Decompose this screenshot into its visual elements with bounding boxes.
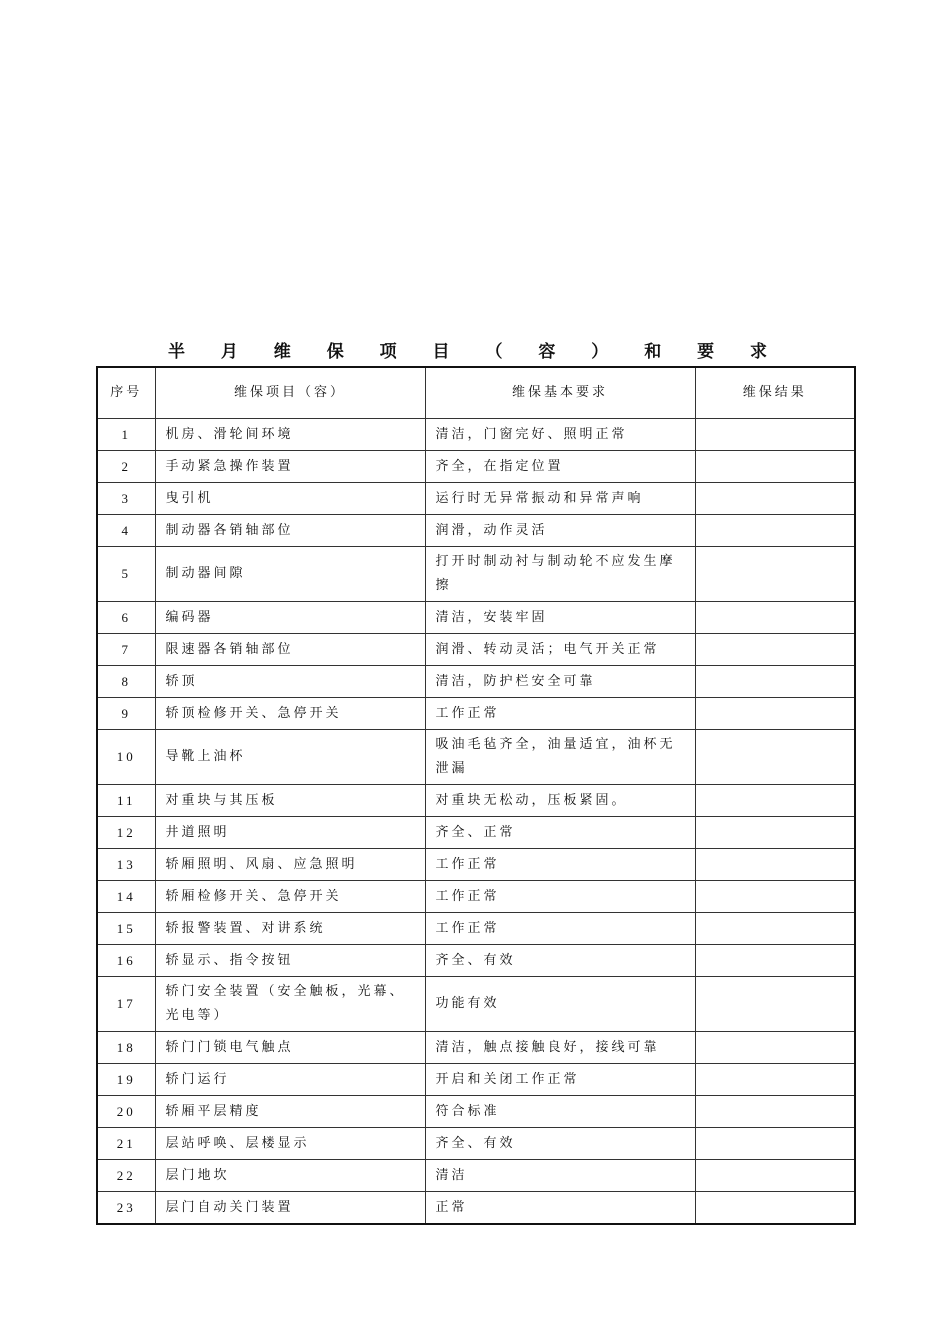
cell-item: 制动器各销轴部位	[155, 515, 425, 547]
table-header-row	[97, 367, 855, 419]
table-row	[97, 451, 855, 483]
cell-no: 10	[97, 730, 155, 785]
cell-result	[695, 419, 855, 451]
table-row	[97, 634, 855, 666]
cell-no: 18	[97, 1032, 155, 1064]
cell-requirement: 清洁，防护栏安全可靠	[425, 666, 695, 698]
header-requirement: 维保基本要求	[425, 367, 695, 419]
cell-requirement: 工作正常	[425, 698, 695, 730]
cell-requirement: 清洁	[425, 1160, 695, 1192]
cell-no: 13	[97, 849, 155, 881]
cell-result	[695, 730, 855, 785]
cell-result	[695, 1096, 855, 1128]
cell-requirement: 清洁，触点接触良好，接线可靠	[425, 1032, 695, 1064]
cell-item: 轿显示、指令按钮	[155, 945, 425, 977]
cell-result	[695, 881, 855, 913]
cell-item: 编码器	[155, 602, 425, 634]
cell-result	[695, 547, 855, 602]
cell-requirement: 润滑、转动灵活；电气开关正常	[425, 634, 695, 666]
cell-no: 5	[97, 547, 155, 602]
cell-no: 6	[97, 602, 155, 634]
cell-requirement: 对重块无松动，压板紧固。	[425, 785, 695, 817]
cell-result	[695, 1128, 855, 1160]
cell-result	[695, 785, 855, 817]
table-row	[97, 698, 855, 730]
cell-requirement: 齐全、有效	[425, 1128, 695, 1160]
cell-requirement: 清洁，门窗完好、照明正常	[425, 419, 695, 451]
cell-result	[695, 666, 855, 698]
cell-item: 轿厢照明、风扇、应急照明	[155, 849, 425, 881]
cell-no: 17	[97, 977, 155, 1032]
cell-result	[695, 849, 855, 881]
cell-item: 制动器间隙	[155, 547, 425, 602]
cell-no: 7	[97, 634, 155, 666]
cell-no: 21	[97, 1128, 155, 1160]
table-row	[97, 881, 855, 913]
table-row	[97, 419, 855, 451]
table-row	[97, 1096, 855, 1128]
cell-item: 轿门门锁电气触点	[155, 1032, 425, 1064]
cell-no: 22	[97, 1160, 155, 1192]
cell-requirement: 正常	[425, 1192, 695, 1225]
cell-requirement: 润滑，动作灵活	[425, 515, 695, 547]
cell-requirement: 齐全、正常	[425, 817, 695, 849]
cell-requirement: 吸油毛毡齐全，油量适宜，油杯无泄漏	[425, 730, 695, 785]
cell-item: 轿门安全装置（安全触板，光幕、光电等）	[155, 977, 425, 1032]
table-row	[97, 945, 855, 977]
cell-no: 23	[97, 1192, 155, 1225]
cell-result	[695, 1160, 855, 1192]
cell-result	[695, 913, 855, 945]
table-row	[97, 602, 855, 634]
cell-item: 对重块与其压板	[155, 785, 425, 817]
cell-requirement: 齐全，在指定位置	[425, 451, 695, 483]
cell-item: 轿门运行	[155, 1064, 425, 1096]
cell-item: 手动紧急操作装置	[155, 451, 425, 483]
cell-item: 层门地坎	[155, 1160, 425, 1192]
cell-requirement: 齐全、有效	[425, 945, 695, 977]
table-row	[97, 785, 855, 817]
cell-item: 轿厢检修开关、急停开关	[155, 881, 425, 913]
table-row	[97, 849, 855, 881]
cell-no: 2	[97, 451, 155, 483]
cell-item: 轿顶检修开关、急停开关	[155, 698, 425, 730]
header-no: 序号	[97, 367, 155, 419]
cell-requirement: 工作正常	[425, 881, 695, 913]
maintenance-table	[96, 366, 856, 1225]
cell-requirement: 符合标准	[425, 1096, 695, 1128]
cell-requirement: 打开时制动衬与制动轮不应发生摩擦	[425, 547, 695, 602]
cell-result	[695, 817, 855, 849]
cell-requirement: 工作正常	[425, 913, 695, 945]
cell-no: 4	[97, 515, 155, 547]
cell-item: 导靴上油杯	[155, 730, 425, 785]
cell-no: 20	[97, 1096, 155, 1128]
table-row	[97, 1064, 855, 1096]
cell-no: 9	[97, 698, 155, 730]
cell-result	[695, 945, 855, 977]
cell-item: 限速器各销轴部位	[155, 634, 425, 666]
cell-result	[695, 451, 855, 483]
cell-requirement: 清洁，安装牢固	[425, 602, 695, 634]
table-row	[97, 913, 855, 945]
table-body	[97, 419, 855, 1225]
cell-item: 层门自动关门装置	[155, 1192, 425, 1225]
table-row	[97, 1160, 855, 1192]
document-title: 半 月 维 保 项 目 （ 容 ） 和 要 求	[167, 342, 783, 362]
cell-no: 16	[97, 945, 155, 977]
cell-no: 14	[97, 881, 155, 913]
table-row	[97, 483, 855, 515]
cell-item: 轿厢平层精度	[155, 1096, 425, 1128]
cell-result	[695, 977, 855, 1032]
cell-no: 12	[97, 817, 155, 849]
cell-item: 曳引机	[155, 483, 425, 515]
table-row	[97, 1192, 855, 1225]
header-item: 维保项目（容）	[155, 367, 425, 419]
cell-no: 15	[97, 913, 155, 945]
cell-item: 机房、滑轮间环境	[155, 419, 425, 451]
table-row	[97, 730, 855, 785]
cell-no: 3	[97, 483, 155, 515]
table-row	[97, 1032, 855, 1064]
cell-item: 轿报警装置、对讲系统	[155, 913, 425, 945]
cell-result	[695, 634, 855, 666]
table-row	[97, 515, 855, 547]
cell-requirement: 运行时无异常振动和异常声响	[425, 483, 695, 515]
cell-no: 19	[97, 1064, 155, 1096]
cell-result	[695, 483, 855, 515]
table-row	[97, 547, 855, 602]
cell-result	[695, 698, 855, 730]
cell-result	[695, 1192, 855, 1225]
table-row	[97, 666, 855, 698]
header-result: 维保结果	[695, 367, 855, 419]
cell-item: 井道照明	[155, 817, 425, 849]
cell-no: 11	[97, 785, 155, 817]
cell-result	[695, 1032, 855, 1064]
cell-result	[695, 515, 855, 547]
cell-item: 层站呼唤、层楼显示	[155, 1128, 425, 1160]
cell-result	[695, 1064, 855, 1096]
cell-requirement: 开启和关闭工作正常	[425, 1064, 695, 1096]
table-row	[97, 817, 855, 849]
cell-requirement: 工作正常	[425, 849, 695, 881]
cell-no: 1	[97, 419, 155, 451]
table-row	[97, 977, 855, 1032]
cell-item: 轿顶	[155, 666, 425, 698]
cell-requirement: 功能有效	[425, 977, 695, 1032]
table-row	[97, 1128, 855, 1160]
cell-result	[695, 602, 855, 634]
cell-no: 8	[97, 666, 155, 698]
